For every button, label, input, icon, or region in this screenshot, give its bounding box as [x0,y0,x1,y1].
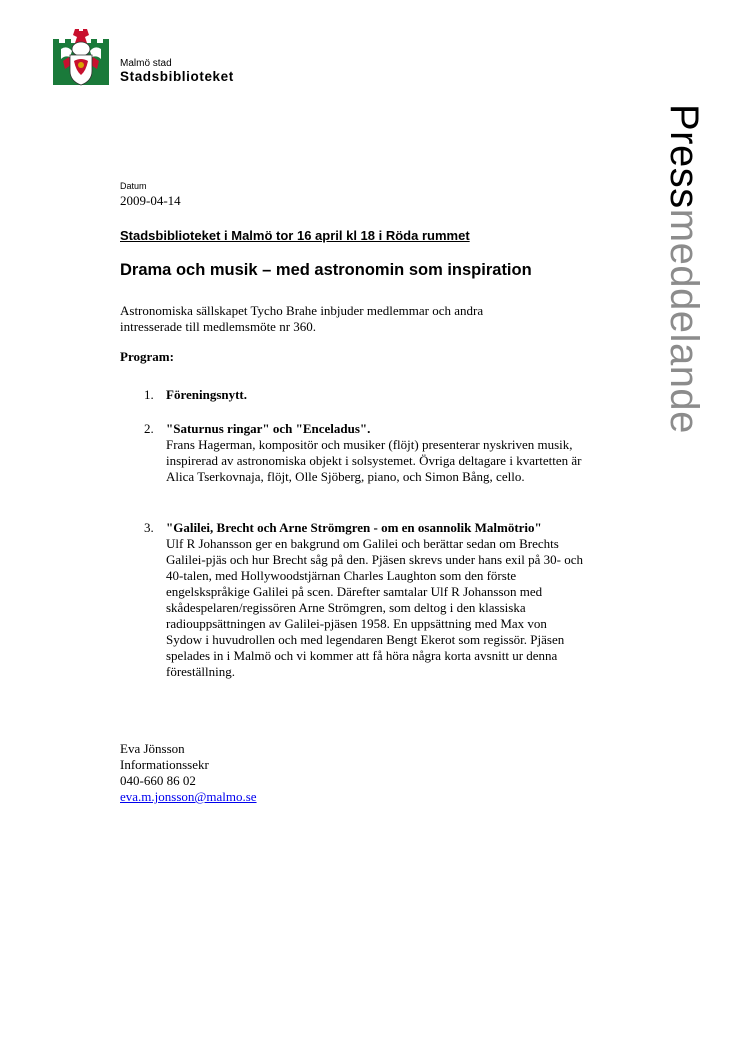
program-item-text: Frans Hagerman, kompositör och musiker (flöjt) presenterar nyskriven musik, inspirerad av astronomiska objekt i solsystemet. Övriga deltagare i kvartetten är Alica Tserkovnaja, flöjt, Olle Sjöberg, piano, och Simon Bång, cello. [166,437,582,484]
date-value: 2009-04-14 [120,193,181,208]
contact-email-link[interactable]: eva.m.jonsson@malmo.se [120,789,257,804]
program-item-text: Ulf R Johansson ger en bakgrund om Galilei och berättar sedan om Brechts Galilei-pjäs och hur Brecht såg på den. Pjäsen skrevs under hans exil på 30- och 40-talen, med Hollywoodstjärnan Charles Laughton som den förste engelskspråkige Galilei på scen. Därefter samtalar Ulf R Johansson med skådespelaren/regissören Arne Strömgren, som deltog i den klassiska radiouppsättningen av Galilei-pjäsen 1958. En uppsättning med Max von Sydow i huvudrollen och med legendaren Bengt Ekerot som regissör. Pjäsen spelades in i Malmö och vi kommer att få höra några korta avsnitt ur denna föreställning. [166,536,583,679]
program-item-title: "Saturnus ringar" och "Enceladus". [166,421,371,436]
program-item-2 [144,421,586,485]
coat-of-arms-icon [53,27,109,87]
headline: Stadsbiblioteket i Malmö tor 16 april kl 18 i Röda rummet [120,228,470,243]
date-label: Datum [120,181,147,191]
program-item-1 [144,387,586,403]
vertical-title-part1: Press [662,104,706,209]
program-item-number: 2. [144,421,154,436]
subheadline: Drama och musik – med astronomin som inspiration [120,261,532,279]
press-release-vertical-title [664,104,704,434]
intro-paragraph: Astronomiska sällskapet Tycho Brahe inbjuder medlemmar och andra intresserade till medlemsmöte nr 360. [120,303,484,334]
contact-role: Informationssekr [120,757,209,772]
program-item-3 [144,520,586,680]
contact-name: Eva Jönsson [120,741,185,756]
org-city: Malmö stad [120,58,172,69]
malmo-coat-of-arms-logo [53,27,109,87]
contact-phone: 040-660 86 02 [120,773,196,788]
org-name: Stadsbiblioteket [120,69,234,84]
program-item-number: 1. [144,387,154,402]
organization-block [120,58,234,85]
program-item-number: 3. [144,520,154,535]
vertical-title-part2: meddelande [662,208,706,434]
program-label: Program: [120,349,174,364]
program-item-title: "Galilei, Brecht och Arne Strömgren - om en osannolik Malmötrio" [166,520,542,535]
contact-block [120,741,257,805]
program-item-title: Föreningsnytt. [166,387,248,402]
